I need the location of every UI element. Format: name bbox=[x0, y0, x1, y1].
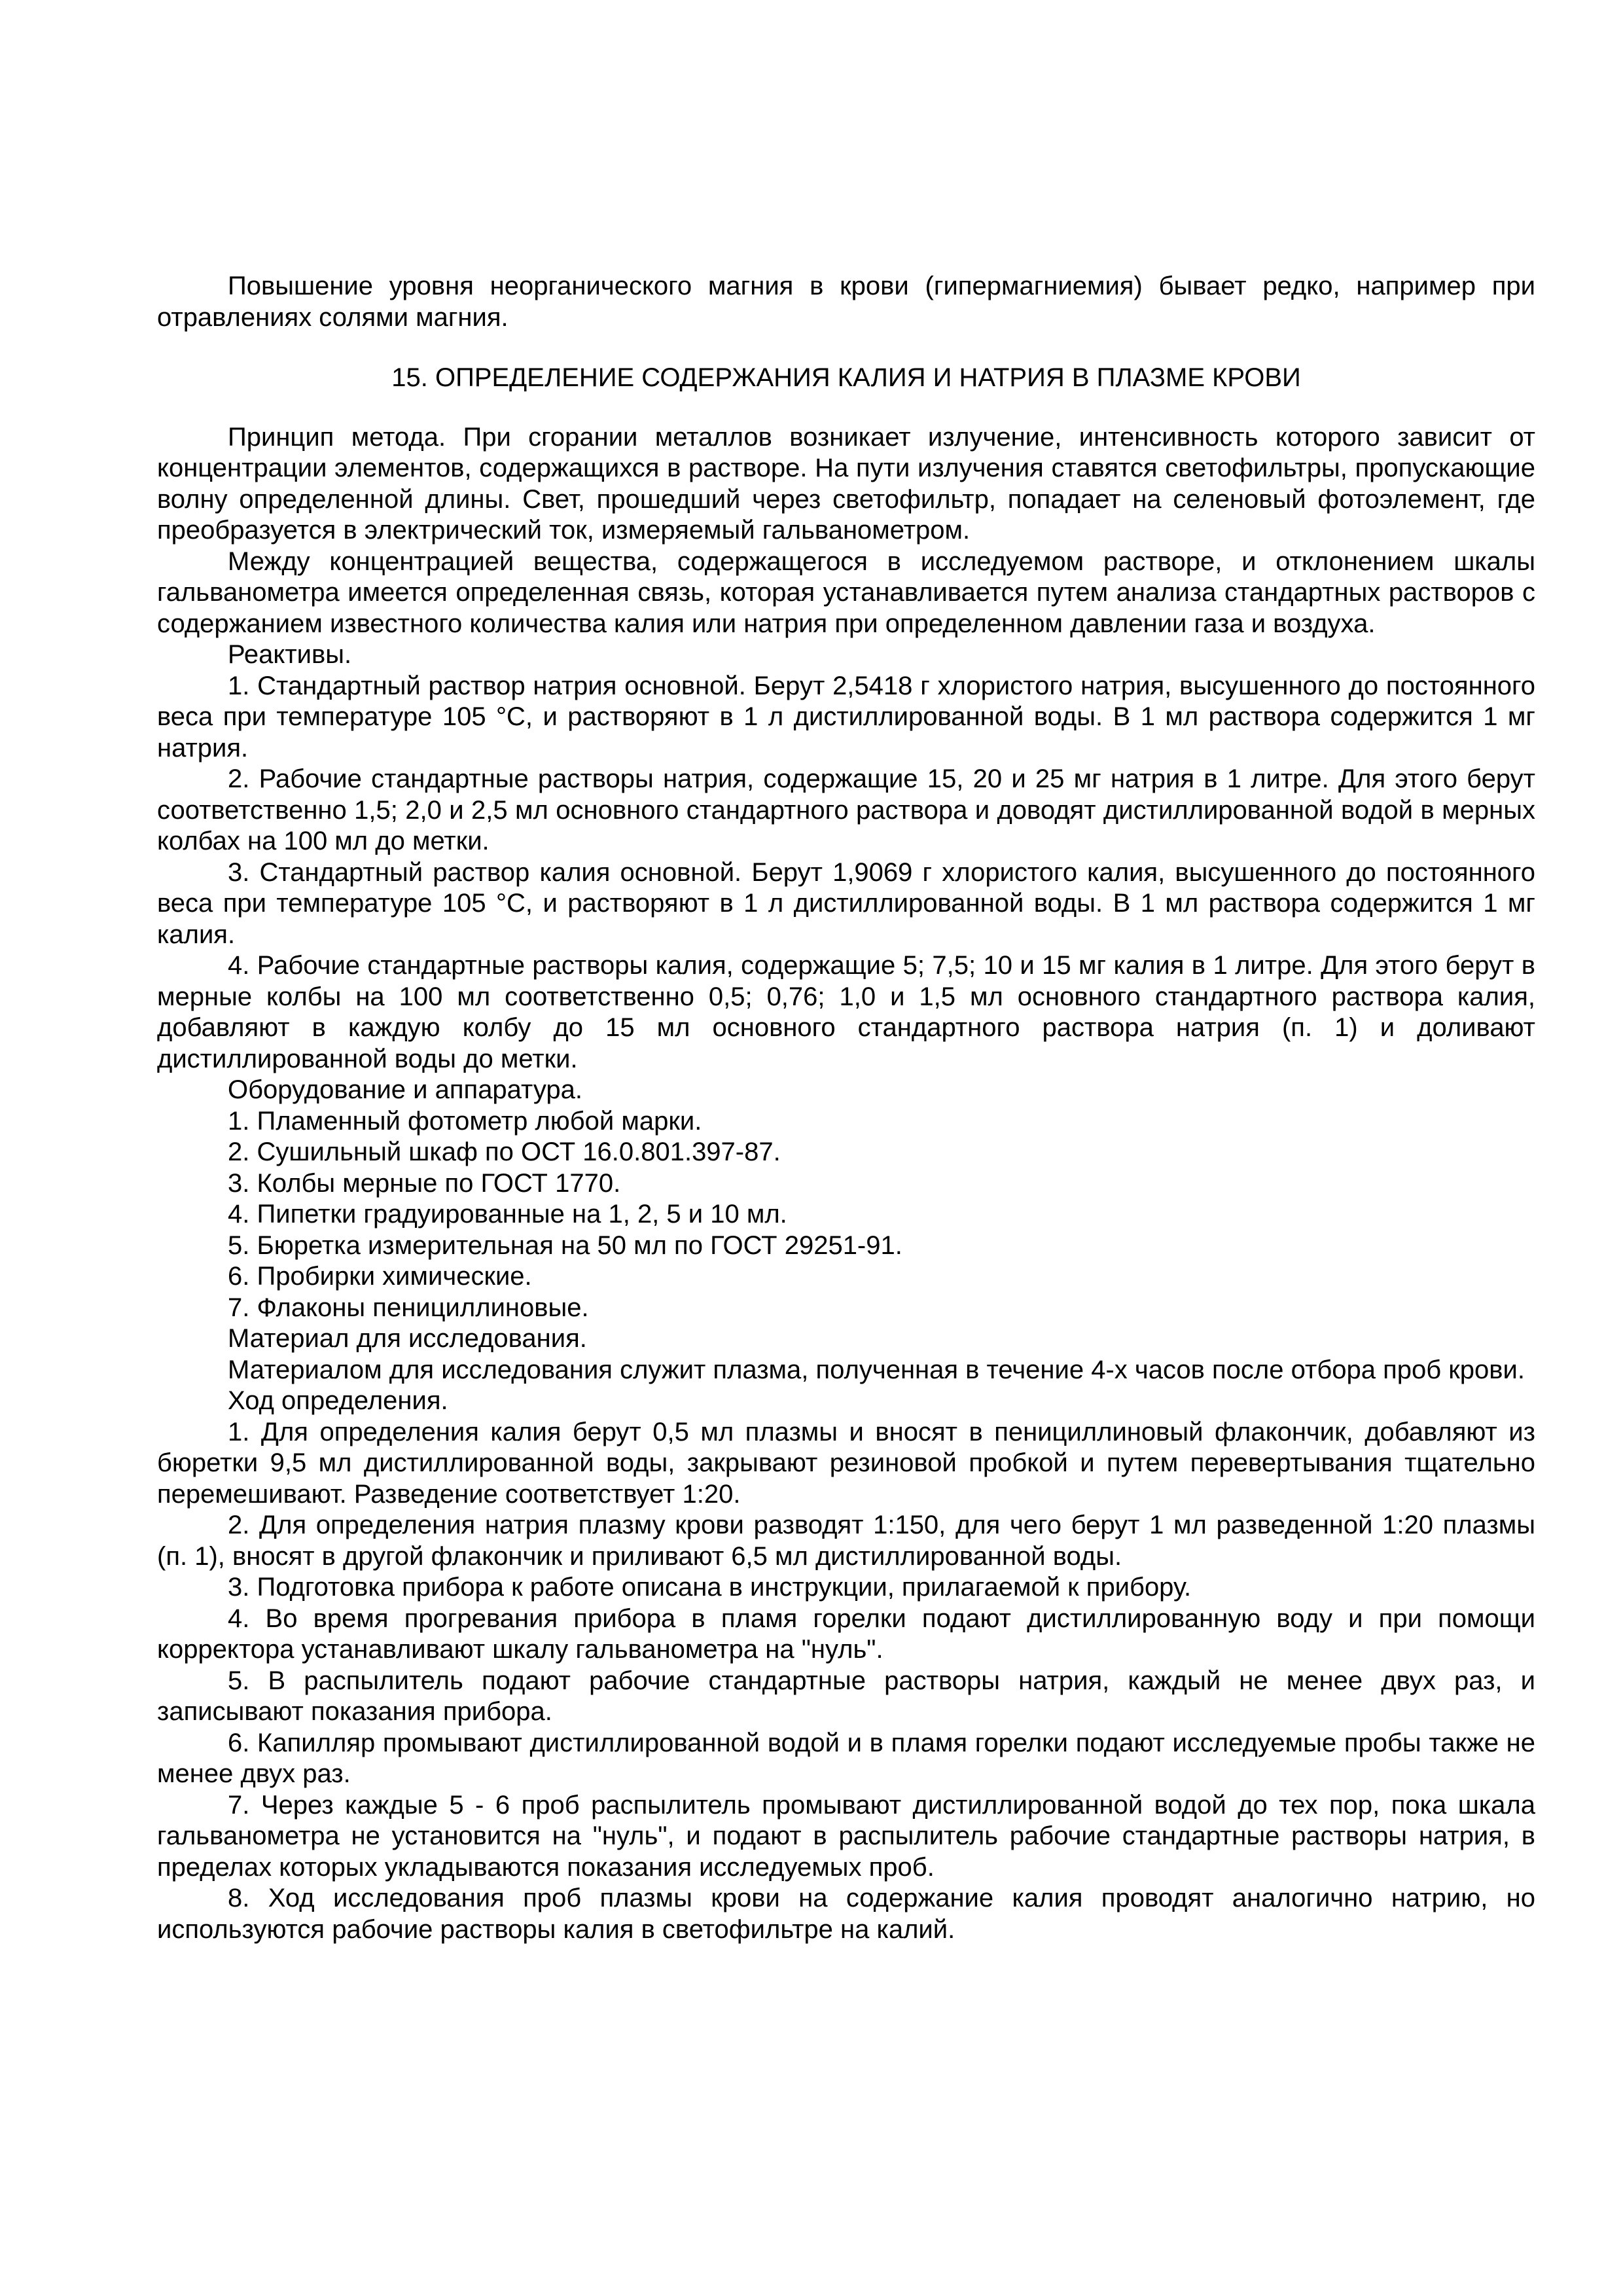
label-reagents: Реактивы. bbox=[228, 640, 352, 669]
procedure-step-4: 4. Во время прогревания прибора в пламя горелки подают дистиллированную воду и при помощи корректора устанавливают шкалу гальванометра на "нуль". bbox=[157, 1604, 1535, 1664]
equipment-item-1: 1. Пламенный фотометр любой марки. bbox=[228, 1106, 702, 1136]
procedure-step-6: 6. Капилляр промывают дистиллированной водой и в пламя горелки подают исследуемые пробы также не менее двух раз. bbox=[157, 1728, 1535, 1788]
reagent-item-2: 2. Рабочие стандартные растворы натрия, содержащие 15, 20 и 25 мг натрия в 1 литре. Для этого берут соответственно 1,5; 2,0 и 2,5 мл основного стандартного раствора и доводят дистиллированной водой в мерных колбах на 100 мл до метки. bbox=[157, 764, 1535, 855]
procedure-step-1: 1. Для определения калия берут 0,5 мл плазмы и вносят в пенициллиновый флакончик, добавляют из бюретки 9,5 мл дистиллированной воды, закрывают резиновой пробкой и путем перевертывания тщательно перемешивают. Разведение соответствует 1:20. bbox=[157, 1417, 1535, 1509]
label-procedure: Ход определения. bbox=[228, 1386, 448, 1415]
procedure-step-3: 3. Подготовка прибора к работе описана в инструкции, прилагаемой к прибору. bbox=[228, 1573, 1192, 1602]
paragraph-relation: Между концентрацией вещества, содержащегося в исследуемом растворе, и отклонением шкалы гальванометра имеется определенная связь, которая устанавливается путем анализа стандартных растворов с содержанием известного количества калия или натрия при определенном давлении газа и воздуха. bbox=[157, 547, 1535, 638]
paragraph-principle: Принцип метода. При сгорании металлов возникает излучение, интенсивность которого зависит от концентрации элементов, содержащихся в растворе. На пути излучения ставятся светофильтры, пропускающие волну определенной длины. Свет, прошедший через светофильтр, попадает на селеновый фотоэлемент, где преобразуется в электрический ток, измеряемый гальванометром. bbox=[157, 422, 1535, 545]
procedure-step-5: 5. В распылитель подают рабочие стандартные растворы натрия, каждый не менее двух раз, и записывают показания прибора. bbox=[157, 1666, 1535, 1726]
equipment-item-5: 5. Бюретка измерительная на 50 мл по ГОСТ 29251-91. bbox=[228, 1230, 902, 1260]
reagent-item-3: 3. Стандартный раствор калия основной. Берут 1,9069 г хлористого калия, высушенного до постоянного веса при температуре 105 °С, и растворяют в 1 л дистиллированной воды. В 1 мл раствора содержится 1 мг калия. bbox=[157, 857, 1535, 949]
equipment-item-6: 6. Пробирки химические. bbox=[228, 1262, 532, 1291]
procedure-step-8: 8. Ход исследования проб плазмы крови на содержание калия проводят аналогично натрию, но используются рабочие растворы калия в светофильтре на калий. bbox=[157, 1884, 1535, 1944]
label-equipment: Оборудование и аппаратура. bbox=[228, 1075, 582, 1104]
equipment-item-4: 4. Пипетки градуированные на 1, 2, 5 и 10 мл. bbox=[228, 1200, 787, 1229]
intro-paragraph: Повышение уровня неорганического магния в крови (гипермагниемия) бывает редко, например при отравлениях солями магния. bbox=[157, 272, 1535, 332]
reagent-item-4: 4. Рабочие стандартные растворы калия, содержащие 5; 7,5; 10 и 15 мг калия в 1 литре. Для этого берут в мерные колбы на 100 мл соответственно 0,5; 0,76; 1,0 и 1,5 мл основного стандартного раствора калия, добавляют в каждую колбу до 15 мл основного стандартного раствора натрия (п. 1) и доливают дистиллированной воды до метки. bbox=[157, 951, 1535, 1073]
document-page bbox=[157, 271, 1535, 1945]
material-paragraph: Материалом для исследования служит плазма, полученная в течение 4-х часов после отбора проб крови. bbox=[228, 1355, 1525, 1384]
equipment-item-3: 3. Колбы мерные по ГОСТ 1770. bbox=[228, 1168, 621, 1198]
procedure-step-2: 2. Для определения натрия плазму крови разводят 1:150, для чего берут 1 мл разведенной 1:20 плазмы (п. 1), вносят в другой флакончик и приливают 6,5 мл дистиллированной воды. bbox=[157, 1511, 1535, 1571]
equipment-item-7: 7. Флаконы пенициллиновые. bbox=[228, 1293, 589, 1322]
label-material: Материал для исследования. bbox=[228, 1324, 587, 1353]
reagent-item-1: 1. Стандартный раствор натрия основной. Берут 2,5418 г хлористого натрия, высушенного до постоянного веса при температуре 105 °С, и растворяют в 1 л дистиллированной воды. В 1 мл раствора содержится 1 мг натрия. bbox=[157, 671, 1535, 762]
equipment-item-2: 2. Сушильный шкаф по ОСТ 16.0.801.397-87. bbox=[228, 1138, 781, 1166]
procedure-step-7: 7. Через каждые 5 - 6 проб распылитель промывают дистиллированной водой до тех пор, пока шкала гальванометра не установится на "нуль", и подают в распылитель рабочие стандартные растворы натрия, в пределах которых укладываются показания исследуемых проб. bbox=[157, 1790, 1535, 1882]
section-heading: 15. ОПРЕДЕЛЕНИЕ СОДЕРЖАНИЯ КАЛИЯ И НАТРИЯ В ПЛАЗМЕ КРОВИ bbox=[391, 363, 1301, 392]
